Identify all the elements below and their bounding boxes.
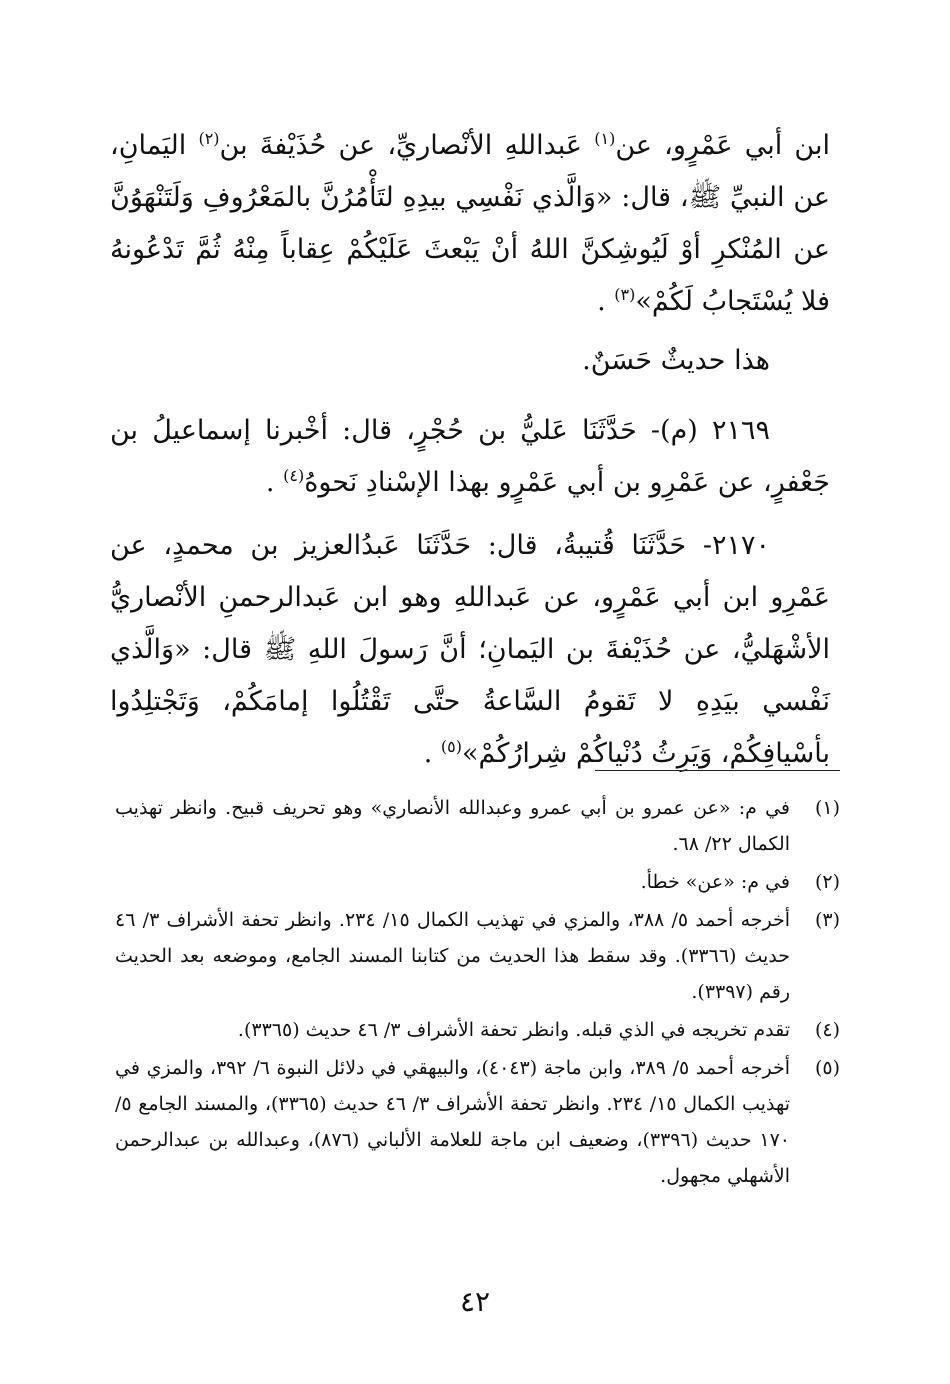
footnote-item: [115, 864, 840, 900]
footnote-number: (٤): [814, 1019, 840, 1041]
footnote-ref-1: (١): [594, 129, 616, 148]
footnote-number: (٣): [814, 909, 840, 931]
footnote-number: (٥): [814, 1057, 840, 1079]
footnote-item: [115, 1050, 840, 1194]
footnote-text: في م: «عن» خطأ.: [640, 871, 790, 893]
footnote-text: تقدم تخريجه في الذي قبله. وانظر تحفة الأشراف ٣/ ٤٦ حديث (٣٣٦٥).: [237, 1019, 790, 1041]
footnote-number: (٢): [814, 871, 840, 893]
page-number: ٤٢: [459, 1285, 491, 1318]
hadith-text: ٢١٧٠- حَدَّثَنَا قُتيبةُ، قال: حَدَّثَنَا عَبدُالعزيز بن محمدٍ، عن عَمْرِو ابن أبي عَمْرٍو، عن عَبداللهِ وهو ابن عَبدالرحمنِ الأنْصاريُّ الأشْهَليُّ، عن حُذَيْفةَ بن اليَمانِ؛ أنَّ رَسولَ اللهِ ﷺ قال: «وَالَّذي نَفْسي بيَدِهِ لا تَقومُ السَّاعةُ حتَّى تَقْتُلُوا إمامَكُمْ، وَتَجْتلِدُوا بأسْيافِكُمْ، وَيَرِثُ دُنْياكُمْ شِرارُكُمْ»: [110, 530, 830, 769]
footnote-ref-3: (٣): [614, 285, 636, 304]
footnote-ref-5: (٥): [440, 737, 462, 756]
footnote-ref-4: (٤): [283, 466, 305, 485]
hadith-text: ٢١٦٩ (م)- حَدَّثَنَا عَليُّ بن حُجْرٍ، قال: أخْبرنا إسماعيلُ بن جَعْفرٍ، عن عَمْرِو بن أبي عَمْرٍو بهذا الإسْنادِ نَحوهُ: [110, 415, 830, 498]
footnote-divider: [595, 770, 840, 771]
footnote-text: أخرجه أحمد ٥/ ٣٨٨، والمزي في تهذيب الكمال ١٥/ ٢٣٤. وانظر تحفة الأشراف ٣/ ٤٦ حديث (٣٣٦٦). وقد سقط هذا الحديث من كتابنا المسند الجامع، وموضعه بعد الحديث رقم (٣٣٩٧).: [115, 909, 791, 1003]
footnote-item: [115, 902, 840, 1010]
footnote-item: [115, 1012, 840, 1048]
hadith-2170-paragraph: [110, 520, 830, 780]
hadith-verdict: هذا حديثٌ حَسَنٌ.: [582, 345, 770, 376]
hadith-text: اليَمانِ، عن النبيِّ ﷺ، قال: «وَالَّذي نَفْسِي بيدِهِ لتَأْمُرُنَّ بالمَعْرُوفِ وَلَتَنْهَوُنَّ عن المُنْكرِ أوْ لَيُوشِكنَّ اللهُ أنْ يَبْعثَ عَلَيْكُمْ عِقاباً مِنْهُ ثُمَّ تَدْعُونهُ فلا يُسْتَجابُ لَكُمْ»: [110, 130, 830, 317]
footnotes-section: [115, 790, 840, 1196]
hadith-2169-paragraph: [110, 405, 830, 509]
hadith-continuation-paragraph: [110, 120, 830, 328]
hadith-text: عَبداللهِ الأنْصاريِّ، عن حُذَيْفةَ بن: [219, 130, 595, 161]
hadith-text-end: .: [265, 467, 284, 498]
hadith-text: ابن أبي عَمْرٍو، عن: [615, 130, 831, 161]
footnote-text: أخرجه أحمد ٥/ ٣٨٩، وابن ماجة (٤٠٤٣)، والبيهقي في دلائل النبوة ٦/ ٣٩٢، والمزي في تهذيب الكمال ١٥/ ٢٣٤. وانظر تحفة الأشراف ٣/ ٤٦ حديث (٣٣٦٥)، والمسند الجامع ٥/ ١٧٠ حديث (٣٣٩٦)، وضعيف ابن ماجة للعلامة الألباني (٨٧٦)، وعبدالله بن عبدالرحمن الأشهلي مجهول.: [115, 1057, 791, 1187]
footnote-text: في م: «عن عمرو بن أبي عمرو وعبدالله الأنصاري» وهو تحريف قبيح. وانظر تهذيب الكمال ٢٢/ ٦٨.: [115, 797, 790, 855]
footnote-ref-2: (٢): [198, 129, 220, 148]
hadith-text-end: .: [423, 738, 441, 769]
footnote-item: [115, 790, 840, 862]
hadith-text-end: .: [597, 286, 615, 317]
footnote-number: (١): [814, 797, 840, 819]
